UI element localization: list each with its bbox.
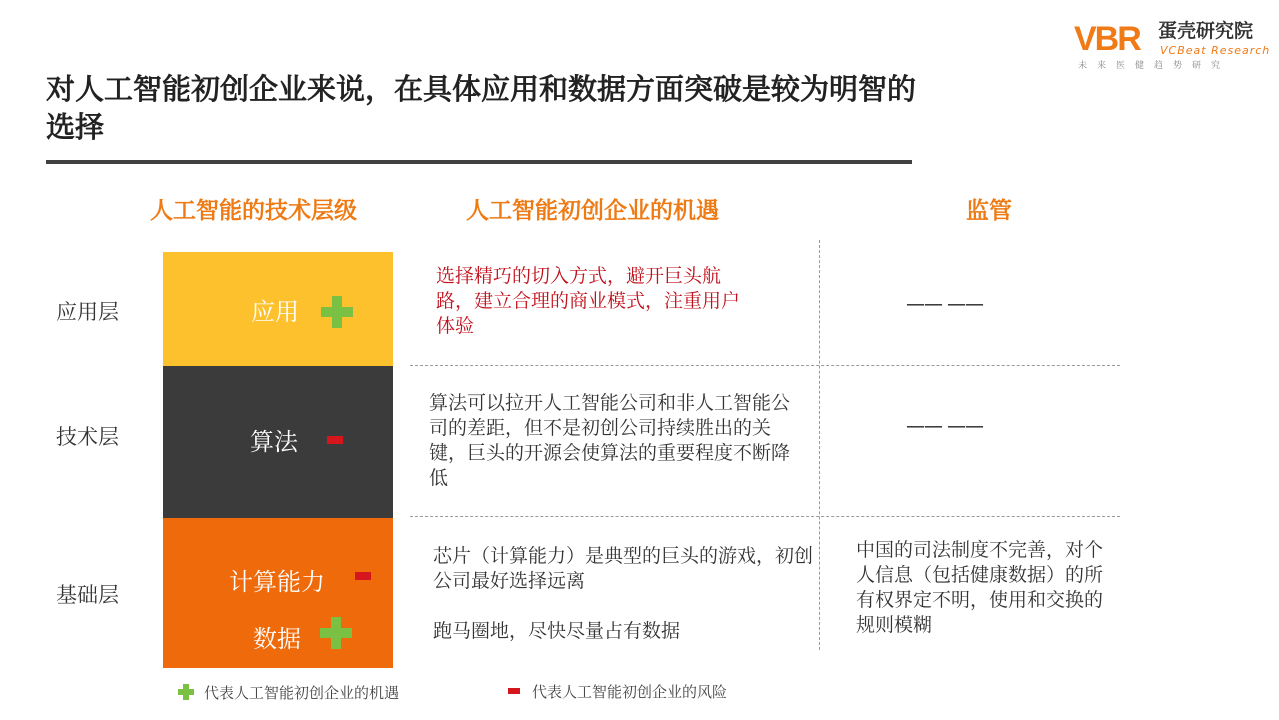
header-regulation: 监管: [966, 198, 1012, 224]
legend-minus-icon: [508, 688, 520, 694]
application-block: [163, 252, 393, 366]
header-opportunities: 人工智能初创企业的机遇: [466, 198, 719, 224]
row-divider-2: [410, 516, 1120, 517]
opportunity-technology: 算法可以拉开人工智能公司和非人工智能公司的差距，但不是初创公司持续胜出的关键，巨头的开源会使算法的重要程度不断降低: [429, 392, 791, 489]
technology-block-label: 算法: [250, 428, 298, 456]
column-divider: [819, 240, 820, 650]
opportunity-data: 跑马圈地，尽快尽量占有数据: [433, 620, 681, 642]
legend-opportunity: 代表人工智能初创企业的机遇: [204, 684, 400, 702]
header-levels: 人工智能的技术层级: [150, 198, 357, 224]
legend-plus-icon: [178, 684, 194, 700]
foundation-block-label-data: 数据: [253, 625, 301, 653]
row-divider-1: [410, 365, 1120, 366]
vcbeat-logo: [1074, 20, 1271, 71]
foundation-block-label-compute: 计算能力: [229, 568, 325, 596]
regulation-foundation: 中国的司法制度不完善，对个人信息（包括健康数据）的所有权界定不明，使用和交换的规则模糊: [856, 539, 1104, 636]
legend-risk: 代表人工智能初创企业的风险: [532, 683, 728, 701]
logo-mark: VBR: [1074, 20, 1140, 58]
regulation-application: —— ——: [906, 293, 984, 315]
logo-name-en: VCBeat Research: [1160, 44, 1271, 57]
row-label-application: 应用层: [56, 300, 119, 324]
minus-icon: [327, 436, 343, 444]
row-label-technology: 技术层: [56, 425, 119, 449]
plus-icon: [320, 617, 352, 649]
logo-name-cn: 蛋壳研究院: [1158, 20, 1254, 42]
plus-icon: [321, 296, 353, 328]
logo-tagline: 未来医健趋势研究: [1078, 61, 1231, 71]
page-title: 对人工智能初创企业来说，在具体应用和数据方面突破是较为明智的选择: [46, 72, 917, 144]
foundation-block: [163, 518, 393, 668]
technology-block: [163, 366, 393, 518]
minus-icon: [355, 572, 371, 580]
application-block-label: 应用: [251, 298, 299, 326]
opportunity-compute: 芯片（计算能力）是典型的巨头的游戏，初创公司最好选择远离: [433, 545, 814, 592]
row-label-foundation: 基础层: [56, 583, 119, 607]
title-divider: [46, 160, 912, 164]
regulation-technology: —— ——: [906, 415, 984, 437]
opportunity-application: 选择精巧的切入方式，避开巨头航路，建立合理的商业模式，注重用户体验: [436, 265, 741, 337]
